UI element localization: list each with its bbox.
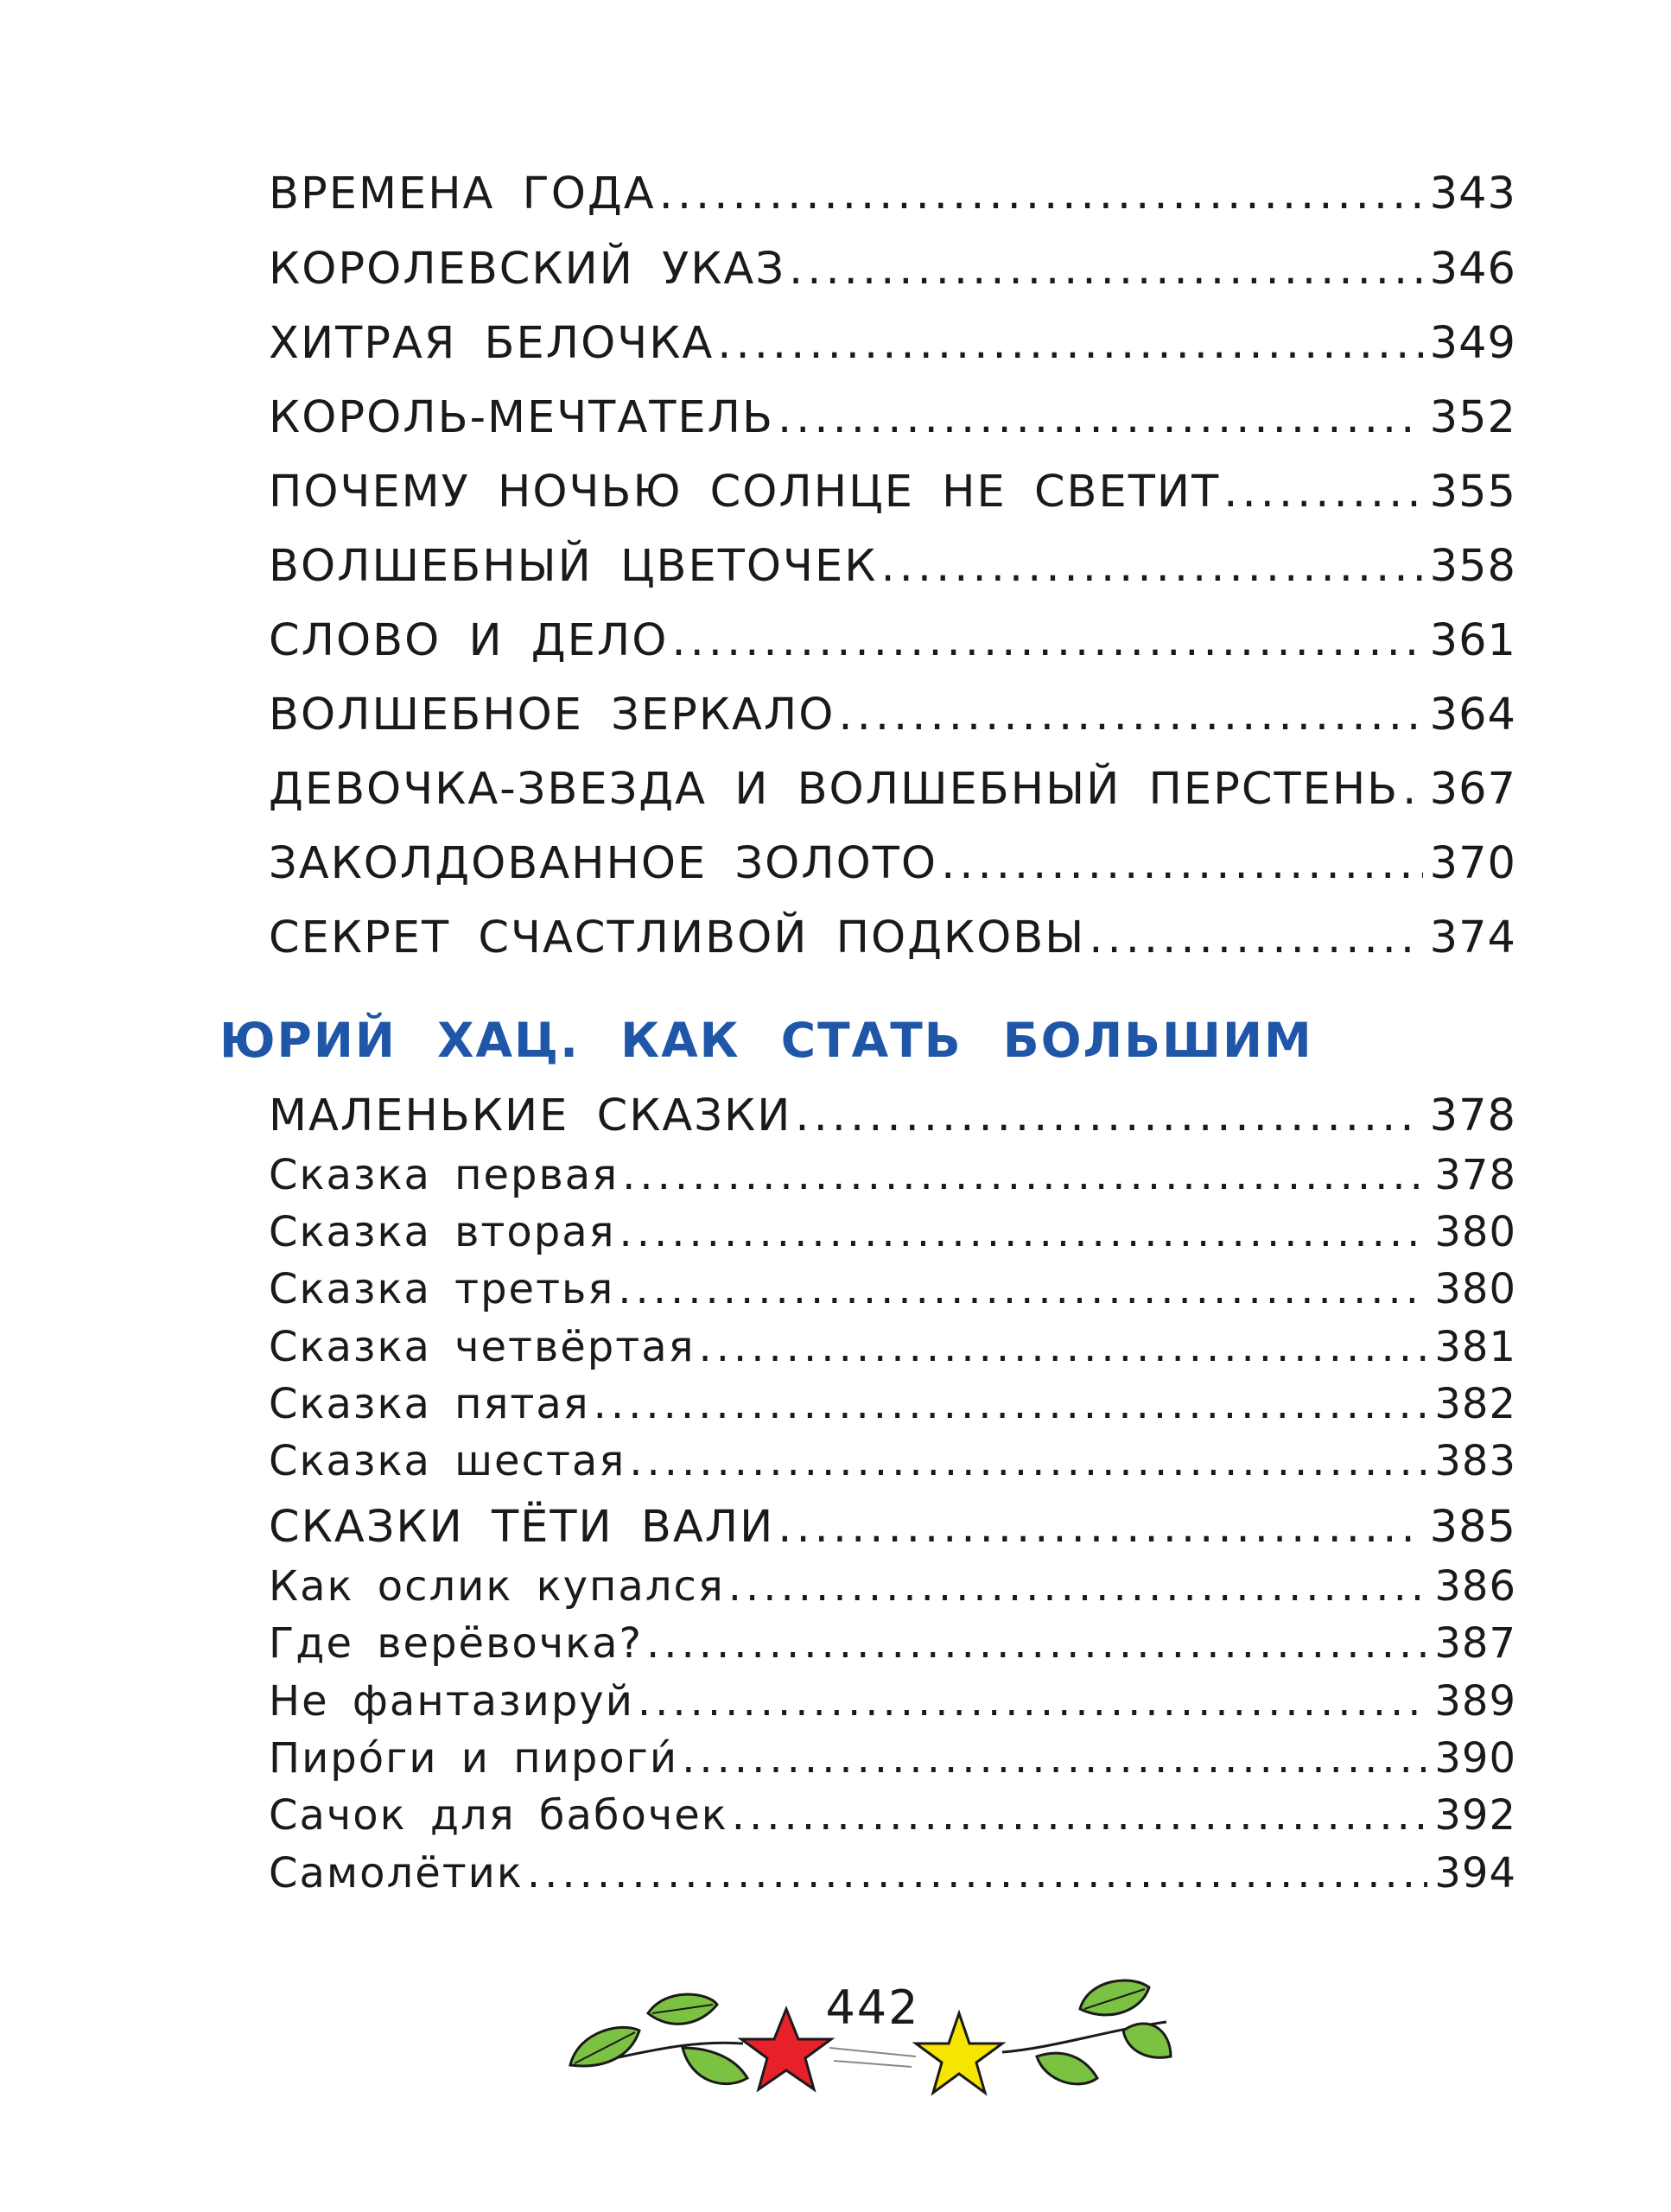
- dot-leader: [671, 615, 1422, 666]
- toc-entry-page: 380: [1434, 1265, 1516, 1313]
- toc-entry-title: СКАЗКИ ТЁТИ ВАЛИ: [269, 1502, 775, 1553]
- toc-entry: [269, 244, 1516, 295]
- toc-entry-title: Как ослик купался: [269, 1562, 725, 1611]
- toc-entry-title: КОРОЛЕВСКИЙ УКАЗ: [269, 244, 786, 295]
- dot-leader: [941, 838, 1423, 889]
- dot-leader: [789, 244, 1423, 295]
- toc-entry-page: 346: [1429, 244, 1516, 295]
- toc-entry-page: 352: [1429, 392, 1516, 443]
- toc-entry: [269, 318, 1516, 369]
- dot-leader: [638, 1677, 1427, 1726]
- leaf-icon: [648, 1994, 717, 2024]
- dot-leader: [682, 1734, 1427, 1783]
- toc-entry-title: Сказка шестая: [269, 1437, 626, 1485]
- toc-entry: [269, 912, 1516, 963]
- toc-entry-title: ХИТРАЯ БЕЛОЧКА: [269, 318, 715, 369]
- toc-entry-title: СЛОВО И ДЕЛО: [269, 615, 669, 666]
- toc-entry: [269, 467, 1516, 518]
- toc-subentry: [269, 1677, 1516, 1726]
- toc-entry-page: 374: [1429, 912, 1516, 963]
- toc-subentry: [269, 1265, 1516, 1313]
- dot-leader: [778, 1502, 1422, 1553]
- toc-group-title: [269, 1090, 1516, 1141]
- dot-leader: [838, 690, 1422, 741]
- page-number: 442: [825, 1980, 920, 2035]
- dot-leader: [732, 1791, 1428, 1840]
- toc-entry-title: Сказка третья: [269, 1265, 615, 1313]
- dot-leader: [659, 168, 1423, 219]
- toc-entry: [269, 690, 1516, 741]
- leaf-icon: [1037, 2053, 1097, 2084]
- toc-entry-page: 355: [1429, 467, 1516, 518]
- dot-leader: [527, 1849, 1428, 1897]
- dot-leader: [622, 1151, 1427, 1199]
- toc-entry-title: Сказка вторая: [269, 1208, 616, 1256]
- toc-subentry: [269, 1437, 1516, 1485]
- toc-subentry: [269, 1849, 1516, 1897]
- dot-leader: [795, 1090, 1422, 1141]
- toc-subentry: [269, 1151, 1516, 1199]
- toc-entry-page: 370: [1429, 838, 1516, 889]
- toc-entry-page: 389: [1434, 1677, 1516, 1726]
- toc-entry-page: 382: [1434, 1380, 1516, 1428]
- dot-leader: [1089, 912, 1422, 963]
- toc-entry-page: 378: [1429, 1090, 1516, 1141]
- dot-leader: [1402, 764, 1422, 815]
- toc-entry-page: 364: [1429, 690, 1516, 741]
- toc-entry-page: 367: [1429, 764, 1516, 815]
- toc-entry-title: Сказка четвёртая: [269, 1323, 696, 1371]
- toc-entry: [269, 541, 1516, 592]
- toc-entry-page: 383: [1434, 1437, 1516, 1485]
- toc-entry-title: МАЛЕНЬКИЕ СКАЗКИ: [269, 1090, 792, 1141]
- toc-entry-title: Самолётик: [269, 1849, 524, 1897]
- toc-entry-page: 380: [1434, 1208, 1516, 1256]
- toc-subentry: [269, 1208, 1516, 1256]
- dot-leader: [618, 1265, 1427, 1313]
- toc-entry: [269, 392, 1516, 443]
- toc-entry-title: Пиро́ги и пироги́: [269, 1734, 679, 1783]
- toc-entry-title: КОРОЛЬ-МЕЧТАТЕЛЬ: [269, 392, 774, 443]
- toc-entry: [269, 615, 1516, 666]
- toc-entry-title: ВРЕМЕНА ГОДА: [269, 168, 656, 219]
- dot-leader: [646, 1619, 1427, 1668]
- toc-entry-page: 378: [1434, 1151, 1516, 1199]
- leaf-icon: [570, 2027, 639, 2066]
- dot-leader: [880, 541, 1422, 592]
- toc-subentry: [269, 1791, 1516, 1840]
- toc-entry-page: 358: [1429, 541, 1516, 592]
- dot-leader: [629, 1437, 1427, 1485]
- toc-entry-page: 386: [1434, 1562, 1516, 1611]
- toc-entry-page: 361: [1429, 615, 1516, 666]
- toc-entry-title: Сачок для бабочек: [269, 1791, 728, 1840]
- leaf-icon: [683, 2048, 747, 2084]
- toc-entry-title: ДЕВОЧКА-ЗВЕЗДА И ВОЛШЕБНЫЙ ПЕРСТЕНЬ: [269, 764, 1400, 815]
- toc-entry-title: СЕКРЕТ СЧАСТЛИВОЙ ПОДКОВЫ: [269, 912, 1086, 963]
- leaf-icon: [1123, 2024, 1171, 2057]
- toc-entry-page: 381: [1434, 1323, 1516, 1371]
- toc-entry-page: 392: [1434, 1791, 1516, 1840]
- toc-entry-page: 390: [1434, 1734, 1516, 1783]
- dot-leader: [699, 1323, 1428, 1371]
- toc-entry-title: ПОЧЕМУ НОЧЬЮ СОЛНЦЕ НЕ СВЕТИТ: [269, 467, 1221, 518]
- toc-entry-title: Сказка пятая: [269, 1380, 590, 1428]
- toc-subentry: [269, 1562, 1516, 1611]
- toc-entry-page: 394: [1434, 1849, 1516, 1897]
- dot-leader: [619, 1208, 1427, 1256]
- toc-entry-title: Где верёвочка?: [269, 1619, 643, 1668]
- leaf-icon: [1080, 1980, 1149, 2015]
- toc-entry-page: 385: [1429, 1502, 1516, 1553]
- toc-subentry: [269, 1734, 1516, 1783]
- toc-entry-title: Сказка первая: [269, 1151, 619, 1199]
- dot-leader: [778, 392, 1423, 443]
- toc-subentry: [269, 1619, 1516, 1668]
- toc-entry-title: ЗАКОЛДОВАННОЕ ЗОЛОТО: [269, 838, 938, 889]
- toc-entry-title: ВОЛШЕБНОЕ ЗЕРКАЛО: [269, 690, 836, 741]
- dot-leader: [728, 1562, 1428, 1611]
- toc-entry: [269, 764, 1516, 815]
- toc-subentry: [269, 1380, 1516, 1428]
- section-heading: ЮРИЙ ХАЦ. КАК СТАТЬ БОЛЬШИМ: [219, 1013, 1313, 1068]
- dot-leader: [1223, 467, 1422, 518]
- toc-entry-page: 343: [1429, 168, 1516, 219]
- toc-entry-page: 387: [1434, 1619, 1516, 1668]
- toc-entry-title: Не фантазируй: [269, 1677, 634, 1726]
- toc-entry-title: ВОЛШЕБНЫЙ ЦВЕТОЧЕК: [269, 541, 878, 592]
- toc-subentry: [269, 1323, 1516, 1371]
- toc-entry: [269, 838, 1516, 889]
- toc-entry-page: 349: [1429, 318, 1516, 369]
- dot-leader: [717, 318, 1422, 369]
- toc-group-title: [269, 1502, 1516, 1553]
- dot-leader: [594, 1380, 1428, 1428]
- toc-entry: [269, 168, 1516, 219]
